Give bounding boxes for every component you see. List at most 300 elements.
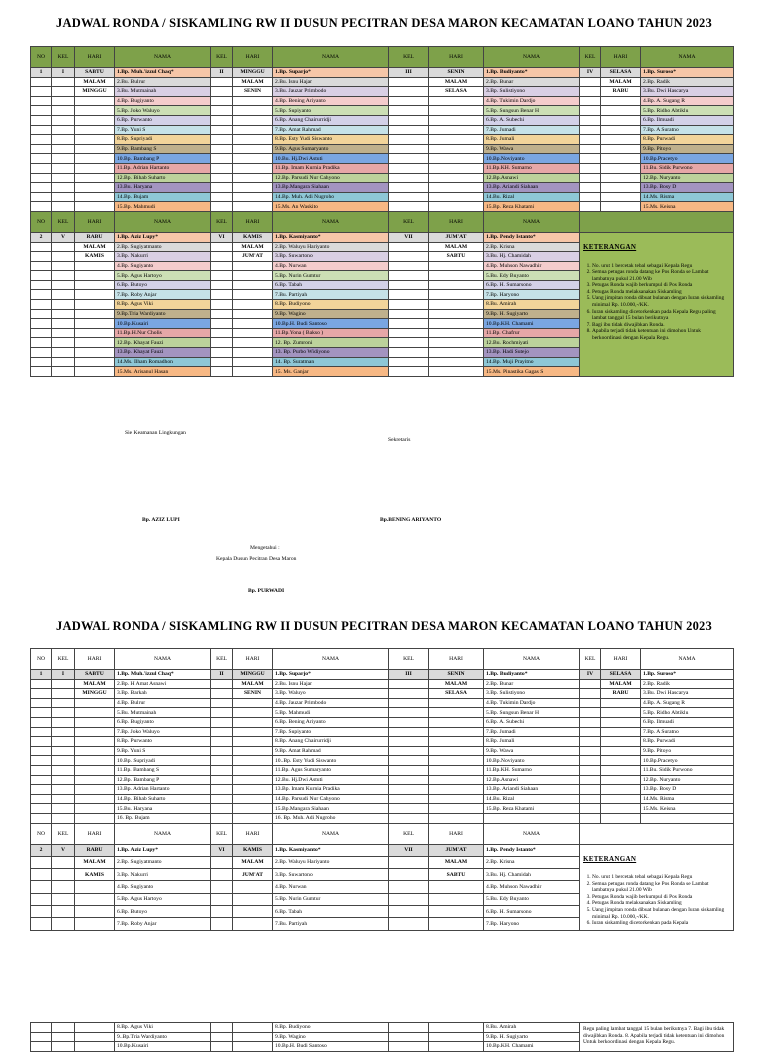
kel-cell — [211, 1042, 233, 1052]
hari-cell: RABU — [601, 689, 641, 699]
hari-cell — [601, 125, 641, 135]
nama-cell: 14.Bp. Parsudi Nur Cahyono — [273, 794, 389, 804]
no-cell — [31, 785, 52, 795]
nama-cell: 6.Bp. Tabah — [273, 906, 389, 918]
no-cell — [31, 1042, 52, 1052]
table-header-row — [31, 47, 734, 68]
kel-cell — [580, 737, 601, 747]
column-header: NAMA — [484, 823, 580, 844]
nama-cell: 12.Bp.Asnawi — [484, 173, 580, 183]
no-cell — [31, 154, 52, 164]
nama-cell: 2.Bu. Isnu Hajar — [273, 77, 389, 87]
no-cell — [31, 813, 52, 823]
hari-cell — [429, 348, 484, 358]
keterangan-header-cell — [580, 211, 734, 232]
hari-cell — [429, 280, 484, 290]
kel-cell — [580, 717, 601, 727]
hari-cell — [75, 300, 115, 310]
kel-cell — [211, 309, 233, 319]
column-header: HARI — [233, 47, 273, 68]
table-row — [31, 689, 734, 699]
hari-cell — [429, 300, 484, 310]
kel-cell — [211, 77, 233, 87]
kel-cell — [580, 708, 601, 718]
hari-cell — [429, 163, 484, 173]
nama-cell: 1.Bp. Kasmiyanto* — [273, 844, 389, 856]
kel-cell — [211, 881, 233, 893]
no-cell — [31, 348, 52, 358]
no-cell — [31, 183, 52, 193]
kel-cell: IV — [580, 68, 601, 78]
hari-cell — [75, 893, 115, 905]
kel-cell — [389, 242, 429, 252]
hari-cell — [233, 765, 273, 775]
kel-cell — [389, 280, 429, 290]
nama-cell: 6.Bp. A. Subechi — [484, 717, 580, 727]
no-cell — [31, 328, 52, 338]
kel-cell — [52, 856, 75, 868]
hari-cell — [75, 173, 115, 183]
hari-cell — [75, 183, 115, 193]
no-cell — [31, 252, 52, 262]
hari-cell — [233, 135, 273, 145]
nama-cell: 12.Bp. Nuryanto — [641, 775, 734, 785]
no-cell: 1 — [31, 68, 52, 78]
nama-cell: 8.Bp. Budiyono — [273, 300, 389, 310]
nama-cell: 11.Bp. Bambang S — [115, 765, 211, 775]
hari-cell — [233, 319, 273, 329]
kel-cell — [389, 794, 429, 804]
column-header: NO — [31, 47, 52, 68]
no-cell — [31, 756, 52, 766]
nama-cell: 10.Bp.KH. Chamami — [484, 1042, 580, 1052]
kel-cell — [389, 367, 429, 377]
table-row — [31, 87, 734, 97]
hari-cell — [75, 775, 115, 785]
kel-cell — [389, 183, 429, 193]
hari-cell: MINGGU — [233, 670, 273, 680]
hari-cell — [75, 717, 115, 727]
hari-cell — [233, 893, 273, 905]
nama-cell: 2.Bp. Radik — [641, 77, 734, 87]
kel-cell — [389, 708, 429, 718]
hari-cell — [429, 135, 484, 145]
nama-cell: 6.Bp. Anang Chairurridji — [273, 115, 389, 125]
nama-cell: 2.Bp. Krisna — [484, 242, 580, 252]
nama-cell: 4.Bp. A. Sugang R — [641, 96, 734, 106]
hari-cell — [75, 918, 115, 930]
nama-cell: 14.Bp. Bujam — [115, 192, 211, 202]
kel-cell — [52, 794, 75, 804]
nama-cell: 14. Bp. Suratman — [273, 357, 389, 367]
table-row — [31, 844, 734, 856]
kel-cell — [389, 348, 429, 358]
hari-cell — [233, 813, 273, 823]
hari-cell: MALAM — [429, 856, 484, 868]
kel-cell — [580, 727, 601, 737]
nama-cell: 15.Bp. Reza Khatami — [484, 804, 580, 814]
hari-cell — [233, 115, 273, 125]
hari-cell: MINGGU — [75, 689, 115, 699]
hari-cell — [233, 804, 273, 814]
kel-cell — [52, 252, 75, 262]
nama-cell: 10.Bp.KH. Chamami — [484, 319, 580, 329]
hari-cell — [75, 698, 115, 708]
hari-cell — [75, 271, 115, 281]
kel-cell — [52, 348, 75, 358]
kel-cell — [52, 319, 75, 329]
hari-cell — [75, 794, 115, 804]
kel-cell: I — [52, 68, 75, 78]
nama-cell: 3.Bp. Nakurri — [115, 252, 211, 262]
no-cell — [31, 1032, 52, 1042]
hari-cell — [233, 906, 273, 918]
kel-cell — [389, 689, 429, 699]
keterangan-title: KETERANGAN — [583, 242, 637, 251]
nama-cell: 13.Bp. Imam Kurnia Pradika — [273, 785, 389, 795]
no-cell — [31, 906, 52, 918]
schedule-table — [30, 46, 734, 377]
nama-cell: 13. Bp. Purbo Widiyono — [273, 348, 389, 358]
kel-cell — [389, 746, 429, 756]
nama-cell: 3.Bu. Jauzar Primbodo — [273, 87, 389, 97]
keterangan-item: 6. Iuran siskamling dicetorkenkan pada Kepala Regu paling lambat tanggal 15 bulan berikutnya — [592, 309, 730, 322]
nama-cell: 8.Bp. Anang Chairurridji — [273, 737, 389, 747]
column-header: NAMA — [273, 47, 389, 68]
kel-cell — [211, 261, 233, 271]
kel-cell — [580, 87, 601, 97]
hari-cell — [429, 756, 484, 766]
no-cell — [31, 869, 52, 881]
kel-cell — [389, 144, 429, 154]
hari-cell — [601, 154, 641, 164]
kel-cell — [52, 87, 75, 97]
kel-cell — [580, 689, 601, 699]
nama-cell: 1.Bp. Muh.'izzul Chaq* — [115, 68, 211, 78]
hari-cell — [75, 319, 115, 329]
no-cell — [31, 106, 52, 116]
nama-cell: 10.Bp.Kusairi — [115, 1042, 211, 1052]
nama-cell: 9.Bp. H. Sugiyarto — [484, 309, 580, 319]
hari-cell — [233, 106, 273, 116]
kel-cell — [211, 202, 233, 212]
nama-cell: 8.Bp. Purwadi — [641, 737, 734, 747]
hari-cell — [233, 881, 273, 893]
nama-cell: 15. Ms. Ganjar — [273, 367, 389, 377]
hari-cell — [429, 893, 484, 905]
kel-cell — [52, 765, 75, 775]
nama-cell: 7.Bp. Amat Rahmad — [273, 125, 389, 135]
kel-cell — [211, 192, 233, 202]
nama-cell: 8.Bp. Jumali — [484, 135, 580, 145]
kel-cell — [389, 893, 429, 905]
schedule-table-continued — [30, 1022, 734, 1052]
kel-cell — [211, 183, 233, 193]
kel-cell — [211, 893, 233, 905]
nama-cell: 14.Bp. Bihab Suharto — [115, 794, 211, 804]
kel-cell — [580, 785, 601, 795]
nama-cell: 11.Bp. Chafrur — [484, 328, 580, 338]
hari-cell — [75, 357, 115, 367]
hari-cell — [75, 290, 115, 300]
nama-cell: 2.Bp. Radik — [641, 679, 734, 689]
kel-cell: II — [211, 670, 233, 680]
hari-cell — [233, 144, 273, 154]
hari-cell — [601, 775, 641, 785]
kel-cell — [389, 775, 429, 785]
no-cell — [31, 893, 52, 905]
nama-cell: 9..Bp.Tria Wardiyanto — [115, 1032, 211, 1042]
hari-cell — [601, 804, 641, 814]
keterangan-item: 6. Iuran siskamling dicetorkenkan pada Kepala — [592, 920, 730, 927]
nama-cell: 1.Bp. Pendy Istanto* — [484, 232, 580, 242]
hari-cell — [75, 96, 115, 106]
no-cell — [31, 856, 52, 868]
nama-cell: 8.Bp. Supriyadi — [115, 135, 211, 145]
keterangan-item: 2. Semua petugas ronda datang ke Pos Ronda se Lambat lambatnya pukul 21.00 Wib — [592, 881, 730, 894]
kel-cell — [52, 183, 75, 193]
column-header: HARI — [429, 823, 484, 844]
nama-cell: 8.Bp. Jumali — [484, 737, 580, 747]
hari-cell: MALAM — [601, 679, 641, 689]
hari-cell — [75, 202, 115, 212]
hari-cell: JUM'AT — [429, 232, 484, 242]
hari-cell — [601, 96, 641, 106]
kel-cell — [52, 300, 75, 310]
hari-cell — [75, 765, 115, 775]
table-row — [31, 135, 734, 145]
hari-cell — [233, 154, 273, 164]
kel-cell — [389, 918, 429, 930]
kel-cell — [211, 173, 233, 183]
kel-cell — [580, 173, 601, 183]
hari-cell — [233, 328, 273, 338]
column-header: KEL — [52, 823, 75, 844]
kel-cell — [580, 813, 601, 823]
kel-cell — [52, 881, 75, 893]
hari-cell — [429, 746, 484, 756]
hari-cell — [429, 202, 484, 212]
nama-cell: 1.Bp. Suroso* — [641, 670, 734, 680]
hari-cell — [233, 280, 273, 290]
nama-cell: 6.Bp. Butoyo — [115, 280, 211, 290]
hari-cell — [429, 906, 484, 918]
kel-cell — [580, 154, 601, 164]
nama-cell: 6.Bp. Ilmuadi — [641, 717, 734, 727]
nama-cell: 6.Bp. H. Sumarsono — [484, 906, 580, 918]
nama-cell: 2.Bp. Waluyu Hariyanto — [273, 856, 389, 868]
kel-cell — [389, 813, 429, 823]
nama-cell: 1.Bp. Suroso* — [641, 68, 734, 78]
hari-cell — [429, 192, 484, 202]
hari-cell — [233, 348, 273, 358]
kel-cell — [211, 804, 233, 814]
column-header: NAMA — [115, 47, 211, 68]
hari-cell: KAMIS — [75, 252, 115, 262]
hari-cell: MALAM — [75, 77, 115, 87]
kel-cell — [52, 192, 75, 202]
kepala-dusun-name: Bp. PURWADI — [248, 588, 285, 594]
column-header: NAMA — [115, 823, 211, 844]
kel-cell — [389, 115, 429, 125]
nama-cell: 7.Bp. Jumadi — [484, 727, 580, 737]
hari-cell — [429, 881, 484, 893]
nama-cell: 4.Bp. Bening Ariyanto — [273, 96, 389, 106]
hari-cell: JUM'AT — [233, 252, 273, 262]
nama-cell: 10.Bp.H. Budi Santoso — [273, 1042, 389, 1052]
nama-cell: 8.Bp. Agus Viki — [115, 300, 211, 310]
table-row — [31, 794, 734, 804]
kel-cell: V — [52, 232, 75, 242]
nama-cell: 1.Bp. Suparjo* — [273, 670, 389, 680]
kel-cell — [580, 756, 601, 766]
kel-cell — [211, 96, 233, 106]
nama-cell: 11.Bu. Sidik Purwono — [641, 765, 734, 775]
kel-cell — [52, 135, 75, 145]
keterangan-item: 7. Bagi ibu tidak diwajibkan Ronda. — [592, 322, 730, 329]
kel-cell — [211, 918, 233, 930]
nama-cell: 13.Bp. Ariandi Siahaan — [484, 785, 580, 795]
hari-cell — [429, 183, 484, 193]
kel-cell — [211, 242, 233, 252]
nama-cell: 3.Bp. Barkah — [115, 689, 211, 699]
kel-cell — [211, 115, 233, 125]
hari-cell — [601, 183, 641, 193]
no-cell — [31, 261, 52, 271]
kel-cell — [211, 338, 233, 348]
nama-cell: 5.Bp. Sungsun Benar H — [484, 708, 580, 718]
nama-cell: 5.Bp. Ridho Abtiklu — [641, 106, 734, 116]
kel-cell — [580, 163, 601, 173]
hari-cell — [233, 271, 273, 281]
column-header: NAMA — [484, 211, 580, 232]
nama-cell: 8.Bp. Budiyono — [273, 1023, 389, 1033]
kel-cell — [389, 300, 429, 310]
nama-cell: 13.Bp. Ariandi Siahaan — [484, 183, 580, 193]
hari-cell — [233, 1032, 273, 1042]
nama-cell: 12.Bp. Nuryanto — [641, 173, 734, 183]
column-header: NO — [31, 823, 52, 844]
nama-cell: 13.Bp. Bosy D — [641, 183, 734, 193]
hari-cell: KAMIS — [233, 232, 273, 242]
kel-cell — [580, 183, 601, 193]
hari-cell — [429, 144, 484, 154]
no-cell — [31, 717, 52, 727]
kel-cell — [211, 727, 233, 737]
nama-cell: 6.Bp. H. Sumarsono — [484, 280, 580, 290]
nama-cell: 12.Bp. Parsudi Nur Cahyono — [273, 173, 389, 183]
hari-cell — [601, 708, 641, 718]
column-header: HARI — [75, 211, 115, 232]
nama-cell: 1.Bp. Aziz Lupy* — [115, 844, 211, 856]
nama-cell: 15.Bp. Reza Khatami — [484, 202, 580, 212]
nama-cell: 10.Bp.Noviyanto — [484, 756, 580, 766]
kel-cell — [580, 115, 601, 125]
nama-cell: 2.Bp. Krisna — [484, 856, 580, 868]
hari-cell: SABTU — [429, 869, 484, 881]
kel-cell — [580, 698, 601, 708]
no-cell — [31, 338, 52, 348]
hari-cell — [75, 906, 115, 918]
hari-cell — [429, 1032, 484, 1042]
kel-cell — [389, 765, 429, 775]
nama-cell: 9.Bp. Pitoyo — [641, 746, 734, 756]
keterangan-item: 4. Petugas Ronda melaksanakan Siskamling — [592, 900, 730, 907]
hari-cell — [429, 775, 484, 785]
table-row — [31, 77, 734, 87]
hari-cell — [75, 727, 115, 737]
nama-cell: 15.Bp. Mahmudi — [115, 202, 211, 212]
kel-cell — [211, 280, 233, 290]
no-cell: 2 — [31, 844, 52, 856]
hari-cell — [429, 367, 484, 377]
kel-cell — [52, 144, 75, 154]
hari-cell — [75, 1032, 115, 1042]
nama-cell: 12.Bu. Rochmiyati — [484, 338, 580, 348]
nama-cell: 15.Ms. Keisna — [641, 804, 734, 814]
hari-cell — [75, 737, 115, 747]
nama-cell: 4.Bp. Tukimin Dardjo — [484, 698, 580, 708]
kel-cell — [211, 1032, 233, 1042]
kel-cell — [389, 135, 429, 145]
kel-cell — [580, 746, 601, 756]
nama-cell: 6.Bp. Purwanto — [115, 115, 211, 125]
table-row — [31, 746, 734, 756]
hari-cell: MALAM — [233, 679, 273, 689]
nama-cell: 13.Bp. Hadi Sutejo — [484, 348, 580, 358]
nama-cell: 5.Bp. Supiyanto — [273, 106, 389, 116]
column-header: KEL — [580, 649, 601, 670]
no-cell — [31, 765, 52, 775]
kel-cell — [580, 775, 601, 785]
nama-cell: 6.Bp. Bugiyanto — [115, 717, 211, 727]
nama-cell: 9.Bp. Amat Rahmad — [273, 746, 389, 756]
column-header: KEL — [211, 649, 233, 670]
column-header: NAMA — [641, 47, 734, 68]
keterangan-item: 1. No. urut 1 bercetak tebal sebagai Kepala Regu — [592, 263, 730, 270]
nama-cell: 13.Bp.Mangara Siahaan — [273, 183, 389, 193]
nama-cell: 15.Ms. Pinastika Gagas S — [484, 367, 580, 377]
hari-cell: JUM'AT — [429, 844, 484, 856]
nama-cell: 2.Bp. H Amat Asnawi — [115, 679, 211, 689]
nama-cell: 4.Bp. Muhson Nawadhir — [484, 261, 580, 271]
hari-cell: RABU — [601, 87, 641, 97]
keterangan-header-cell — [580, 823, 734, 844]
nama-cell: 1.Bp. Muh.'izzul Chaq* — [115, 670, 211, 680]
hari-cell: RABU — [75, 232, 115, 242]
kel-cell — [580, 794, 601, 804]
column-header: HARI — [233, 649, 273, 670]
kel-cell — [211, 794, 233, 804]
hari-cell: MINGGU — [233, 68, 273, 78]
nama-cell — [484, 813, 580, 823]
kel-cell — [580, 125, 601, 135]
hari-cell — [75, 144, 115, 154]
hari-cell — [601, 737, 641, 747]
hari-cell: SELASA — [429, 689, 484, 699]
hari-cell — [75, 1042, 115, 1052]
nama-cell: 8.Bu. Amirah — [484, 1023, 580, 1033]
nama-cell: 7.Bp. Haryono — [484, 290, 580, 300]
kel-cell — [211, 144, 233, 154]
kel-cell — [52, 309, 75, 319]
no-cell — [31, 242, 52, 252]
nama-cell: 5.Bp. Agus Hartoyo — [115, 271, 211, 281]
hari-cell — [233, 727, 273, 737]
hari-cell — [601, 765, 641, 775]
nama-cell: 3.Bp. Nakurri — [115, 869, 211, 881]
table-row — [31, 717, 734, 727]
